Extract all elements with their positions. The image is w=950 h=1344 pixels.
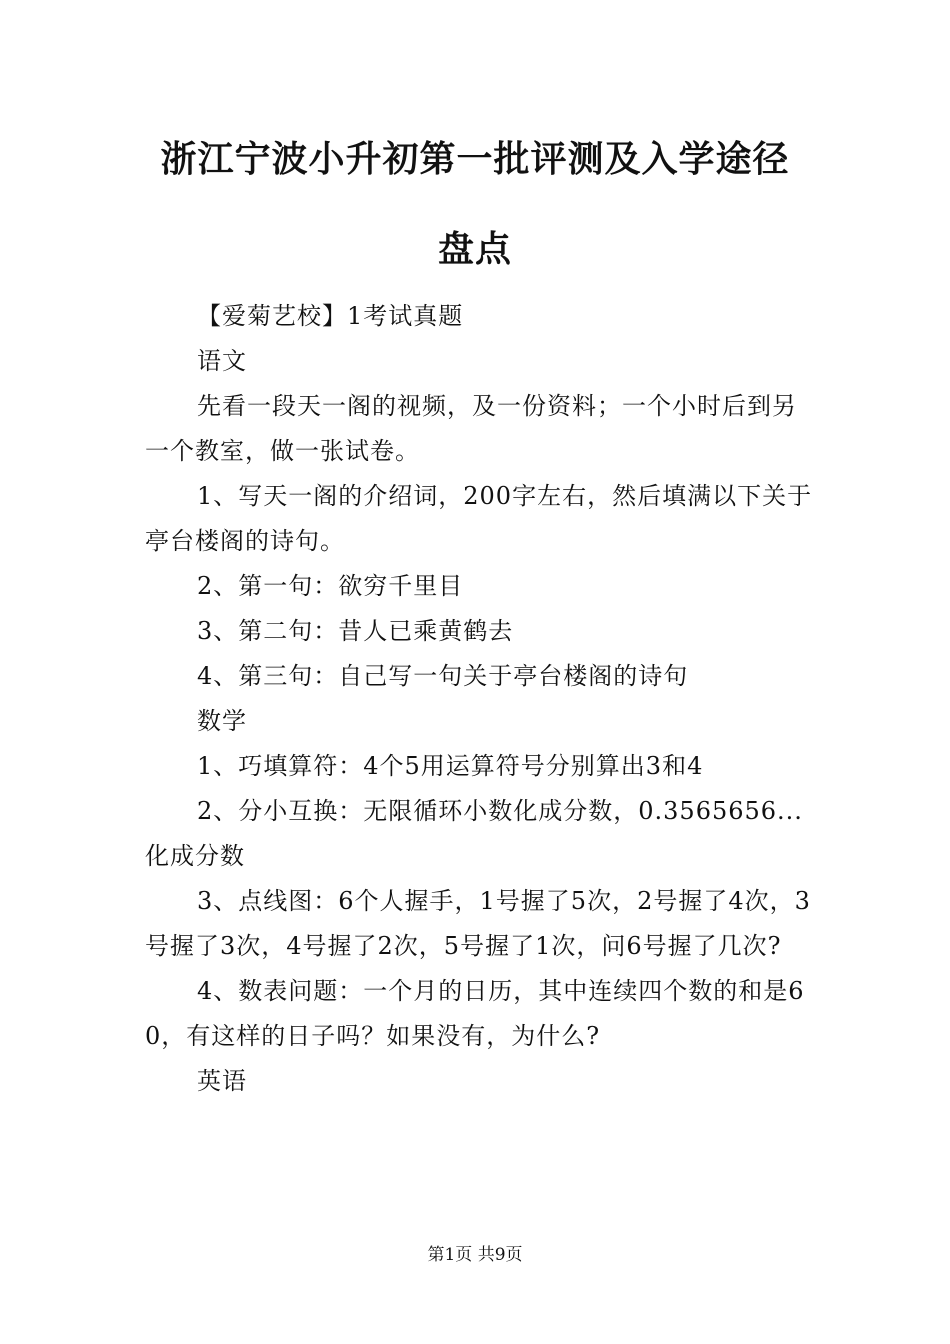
document-title-line-2: 盘点 bbox=[437, 228, 512, 270]
paragraph-chinese-q2: 2、第一句：欲穷千里目 bbox=[197, 572, 464, 600]
paragraph-math-q1: 1、巧填算符：4个5用运算符号分别算出3和4 bbox=[197, 752, 704, 780]
paragraph-chinese-q4: 4、第三句：自己写一句关于亭台楼阁的诗句 bbox=[197, 662, 689, 690]
document-body bbox=[145, 294, 813, 1104]
paragraph-math-q2: 2、分小互换：无限循环小数化成分数，0.3565656...化成分数 bbox=[145, 797, 803, 870]
heading-chinese: 语文 bbox=[197, 347, 247, 375]
paragraph-chinese-q3: 3、第二句：昔人已乘黄鹤去 bbox=[197, 617, 514, 645]
heading-english: 英语 bbox=[197, 1067, 247, 1095]
paragraph-chinese-intro: 先看一段天一阁的视频，及一份资料；一个小时后到另一个教室，做一张试卷。 bbox=[145, 392, 797, 465]
paragraph-math-q4: 4、数表问题：一个月的日历，其中连续四个数的和是60，有这样的日子吗？如果没有，为什么? bbox=[145, 977, 805, 1050]
page-footer: 第1页 共9页 bbox=[427, 1245, 523, 1265]
document-title-line-1: 浙江宁波小升初第一批评测及入学途径 bbox=[160, 138, 790, 180]
paragraph-math-q3: 3、点线图：6个人握手，1号握了5次，2号握了4次，3号握了3次，4号握了2次，5号握了1次，问6号握了几次? bbox=[145, 887, 811, 960]
paragraph-chinese-q1: 1、写天一阁的介绍词，200字左右，然后填满以下关于亭台楼阁的诗句。 bbox=[145, 482, 813, 555]
paragraph-source: 【爱菊艺校】1考试真题 bbox=[197, 302, 464, 330]
heading-math: 数学 bbox=[197, 707, 247, 735]
